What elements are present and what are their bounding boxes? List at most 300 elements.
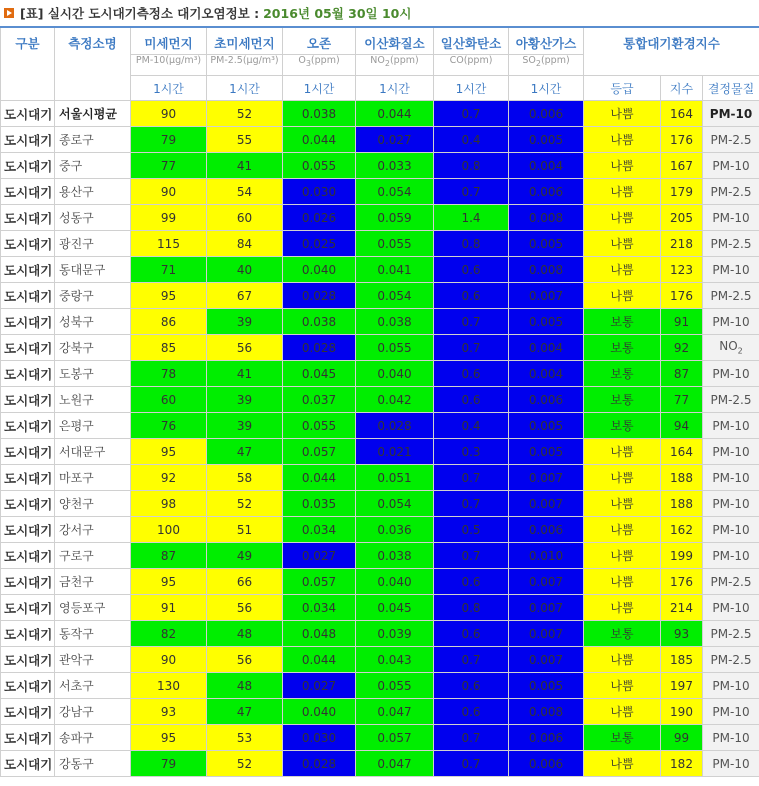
cell-no2: 0.038 — [356, 309, 434, 335]
cell-station: 강동구 — [55, 751, 131, 777]
cell-gubun: 도시대기 — [1, 231, 55, 257]
cell-pollutant: PM-10 — [703, 751, 759, 777]
cell-gubun: 도시대기 — [1, 335, 55, 361]
cell-no2: 0.039 — [356, 621, 434, 647]
cell-o3: 0.034 — [283, 517, 356, 543]
cell-pollutant: PM-10 — [703, 673, 759, 699]
cell-gubun: 도시대기 — [1, 647, 55, 673]
cell-pm25: 60 — [207, 205, 283, 231]
bullet-arrow-icon — [4, 8, 14, 18]
cell-index: 179 — [661, 179, 703, 205]
cell-pm10: 95 — [131, 569, 207, 595]
cell-co: 0.7 — [434, 543, 509, 569]
cell-o3: 0.055 — [283, 413, 356, 439]
cell-pm10: 87 — [131, 543, 207, 569]
header-station: 측정소명 — [55, 27, 131, 101]
cell-pm25: 84 — [207, 231, 283, 257]
cell-grade: 나쁨 — [584, 569, 661, 595]
header-pollutant: 결정물질 — [703, 76, 759, 101]
cell-pm25: 47 — [207, 439, 283, 465]
cell-pollutant: PM-10 — [703, 725, 759, 751]
cell-station: 강북구 — [55, 335, 131, 361]
cell-no2: 0.045 — [356, 595, 434, 621]
cell-gubun: 도시대기 — [1, 179, 55, 205]
cell-o3: 0.048 — [283, 621, 356, 647]
cell-pm10: 95 — [131, 725, 207, 751]
cell-index: 123 — [661, 257, 703, 283]
cell-index: 199 — [661, 543, 703, 569]
cell-so2: 0.006 — [509, 725, 584, 751]
cell-pm10: 98 — [131, 491, 207, 517]
cell-no2: 0.021 — [356, 439, 434, 465]
cell-so2: 0.007 — [509, 465, 584, 491]
cell-station: 영등포구 — [55, 595, 131, 621]
cell-so2: 0.006 — [509, 387, 584, 413]
header-co: 일산화탄소 — [434, 27, 509, 55]
cell-grade: 나쁨 — [584, 647, 661, 673]
cell-station: 중구 — [55, 153, 131, 179]
header-index: 지수 — [661, 76, 703, 101]
cell-pm10: 82 — [131, 621, 207, 647]
cell-index: 214 — [661, 595, 703, 621]
header-no2-unit: $NO_2(ppm)$ — [356, 55, 434, 76]
table-row — [1, 465, 759, 491]
table-row — [1, 127, 759, 153]
cell-gubun: 도시대기 — [1, 595, 55, 621]
cell-so2: 0.006 — [509, 751, 584, 777]
cell-index: 176 — [661, 569, 703, 595]
header-pm10: 미세먼지 — [131, 27, 207, 55]
cell-gubun: 도시대기 — [1, 439, 55, 465]
cell-pollutant: PM-2.5 — [703, 569, 759, 595]
table-row — [1, 699, 759, 725]
cell-pollutant: PM-10 — [703, 361, 759, 387]
cell-station: 은평구 — [55, 413, 131, 439]
cell-co: 0.8 — [434, 153, 509, 179]
cell-pollutant: PM-2.5 — [703, 387, 759, 413]
cell-co: 0.3 — [434, 439, 509, 465]
cell-co: 0.6 — [434, 283, 509, 309]
cell-o3: 0.026 — [283, 205, 356, 231]
cell-station: 양천구 — [55, 491, 131, 517]
cell-o3: 0.027 — [283, 673, 356, 699]
cell-gubun: 도시대기 — [1, 101, 55, 127]
cell-pm25: 48 — [207, 673, 283, 699]
cell-no2: 0.047 — [356, 751, 434, 777]
page-title: [표] 실시간 도시대기측정소 대기오염정보 : — [20, 6, 260, 21]
cell-grade: 나쁨 — [584, 231, 661, 257]
table-row — [1, 283, 759, 309]
cell-index: 164 — [661, 101, 703, 127]
cell-gubun: 도시대기 — [1, 413, 55, 439]
cell-pm25: 56 — [207, 647, 283, 673]
cell-pm10: 90 — [131, 101, 207, 127]
cell-index: 93 — [661, 621, 703, 647]
cell-so2: 0.007 — [509, 491, 584, 517]
cell-no2: 0.057 — [356, 725, 434, 751]
cell-pm25: 41 — [207, 361, 283, 387]
cell-no2: 0.043 — [356, 647, 434, 673]
table-row — [1, 231, 759, 257]
cell-index: 182 — [661, 751, 703, 777]
cell-station: 광진구 — [55, 231, 131, 257]
cell-pm10: 90 — [131, 647, 207, 673]
table-row — [1, 751, 759, 777]
cell-no2: 0.054 — [356, 179, 434, 205]
cell-pm10: 93 — [131, 699, 207, 725]
cell-grade: 나쁨 — [584, 595, 661, 621]
cell-no2: 0.055 — [356, 231, 434, 257]
table-row — [1, 439, 759, 465]
cell-grade: 보통 — [584, 621, 661, 647]
table-row — [1, 309, 759, 335]
cell-co: 0.7 — [434, 101, 509, 127]
cell-so2: 0.004 — [509, 153, 584, 179]
cell-pm10: 130 — [131, 673, 207, 699]
header-no2-hour: 1시간 — [356, 76, 434, 101]
table-row — [1, 387, 759, 413]
cell-gubun: 도시대기 — [1, 153, 55, 179]
cell-no2: 0.047 — [356, 699, 434, 725]
header-pm25-unit: PM-2.5(μg/m³) — [207, 55, 283, 76]
header-co-unit: CO(ppm) — [434, 55, 509, 76]
cell-so2: 0.007 — [509, 569, 584, 595]
cell-o3: 0.028 — [283, 335, 356, 361]
table-row — [1, 517, 759, 543]
cell-o3: 0.044 — [283, 647, 356, 673]
cell-grade: 나쁨 — [584, 205, 661, 231]
cell-pm10: 92 — [131, 465, 207, 491]
cell-index: 176 — [661, 283, 703, 309]
cell-grade: 보통 — [584, 335, 661, 361]
cell-pm10: 100 — [131, 517, 207, 543]
cell-o3: 0.030 — [283, 179, 356, 205]
cell-co: 0.5 — [434, 517, 509, 543]
cell-pm10: 90 — [131, 179, 207, 205]
cell-so2: 0.007 — [509, 647, 584, 673]
cell-grade: 보통 — [584, 387, 661, 413]
table-row — [1, 101, 759, 127]
cell-so2: 0.006 — [509, 101, 584, 127]
cell-station: 용산구 — [55, 179, 131, 205]
table-row — [1, 595, 759, 621]
cell-no2: 0.028 — [356, 413, 434, 439]
cell-grade: 나쁨 — [584, 465, 661, 491]
cell-index: 91 — [661, 309, 703, 335]
cell-grade: 나쁨 — [584, 153, 661, 179]
cell-pm10: 115 — [131, 231, 207, 257]
cell-gubun: 도시대기 — [1, 283, 55, 309]
table-row — [1, 673, 759, 699]
cell-pm25: 39 — [207, 387, 283, 413]
cell-o3: 0.044 — [283, 127, 356, 153]
cell-pm25: 53 — [207, 725, 283, 751]
cell-co: 0.6 — [434, 621, 509, 647]
cell-no2: 0.033 — [356, 153, 434, 179]
cell-so2: 0.005 — [509, 413, 584, 439]
cell-gubun: 도시대기 — [1, 309, 55, 335]
header-pm25-hour: 1시간 — [207, 76, 283, 101]
cell-grade: 나쁨 — [584, 257, 661, 283]
cell-o3: 0.038 — [283, 101, 356, 127]
cell-so2: 0.006 — [509, 179, 584, 205]
cell-pm10: 79 — [131, 751, 207, 777]
header-o3-hour: 1시간 — [283, 76, 356, 101]
cell-pollutant: PM-10 — [703, 699, 759, 725]
table-row — [1, 153, 759, 179]
cell-so2: 0.007 — [509, 621, 584, 647]
cell-index: 87 — [661, 361, 703, 387]
cell-o3: 0.040 — [283, 257, 356, 283]
cell-pollutant: PM-10 — [703, 257, 759, 283]
cell-index: 218 — [661, 231, 703, 257]
cell-gubun: 도시대기 — [1, 257, 55, 283]
cell-pollutant: PM-10 — [703, 101, 759, 127]
cell-station: 관악구 — [55, 647, 131, 673]
cell-station: 동대문구 — [55, 257, 131, 283]
cell-gubun: 도시대기 — [1, 361, 55, 387]
cell-pm25: 41 — [207, 153, 283, 179]
cell-gubun: 도시대기 — [1, 543, 55, 569]
cell-so2: 0.008 — [509, 257, 584, 283]
cell-so2: 0.005 — [509, 309, 584, 335]
cell-station: 강남구 — [55, 699, 131, 725]
table-row — [1, 569, 759, 595]
cell-gubun: 도시대기 — [1, 699, 55, 725]
cell-no2: 0.040 — [356, 569, 434, 595]
cell-o3: 0.057 — [283, 569, 356, 595]
cell-pm25: 55 — [207, 127, 283, 153]
header-pm10-unit: PM-10(μg/m³) — [131, 55, 207, 76]
header-o3-unit: $O_3(ppm)$ — [283, 55, 356, 76]
cell-grade: 보통 — [584, 361, 661, 387]
cell-index: 205 — [661, 205, 703, 231]
header-so2-unit: $SO_2(ppm)$ — [509, 55, 584, 76]
header-grade: 등급 — [584, 76, 661, 101]
cell-pollutant: PM-10 — [703, 517, 759, 543]
header-o3: 오존 — [283, 27, 356, 55]
cell-no2: 0.036 — [356, 517, 434, 543]
cell-pollutant: PM-10 — [703, 439, 759, 465]
cell-co: 0.7 — [434, 309, 509, 335]
cell-so2: 0.008 — [509, 205, 584, 231]
cell-no2: 0.042 — [356, 387, 434, 413]
cell-so2: 0.004 — [509, 335, 584, 361]
cell-pm25: 40 — [207, 257, 283, 283]
cell-station: 송파구 — [55, 725, 131, 751]
header-no2: 이산화질소 — [356, 27, 434, 55]
cell-pm10: 71 — [131, 257, 207, 283]
cell-pm25: 52 — [207, 491, 283, 517]
cell-index: 99 — [661, 725, 703, 751]
cell-station: 서울시평균 — [55, 101, 131, 127]
cell-no2: 0.027 — [356, 127, 434, 153]
cell-pm10: 86 — [131, 309, 207, 335]
cell-index: 190 — [661, 699, 703, 725]
table-row — [1, 621, 759, 647]
table-row — [1, 543, 759, 569]
cell-index: 185 — [661, 647, 703, 673]
cell-co: 0.8 — [434, 595, 509, 621]
cell-so2: 0.005 — [509, 231, 584, 257]
table-row — [1, 413, 759, 439]
cell-co: 0.7 — [434, 725, 509, 751]
cell-station: 구로구 — [55, 543, 131, 569]
cell-co: 0.8 — [434, 231, 509, 257]
cell-index: 188 — [661, 491, 703, 517]
cell-no2: 0.054 — [356, 283, 434, 309]
cell-pm10: 76 — [131, 413, 207, 439]
cell-co: 0.6 — [434, 257, 509, 283]
cell-station: 노원구 — [55, 387, 131, 413]
cell-station: 금천구 — [55, 569, 131, 595]
cell-pollutant: PM-2.5 — [703, 647, 759, 673]
cell-grade: 나쁨 — [584, 491, 661, 517]
cell-grade: 나쁨 — [584, 517, 661, 543]
cell-co: 0.6 — [434, 569, 509, 595]
header-so2: 아황산가스 — [509, 27, 584, 55]
page-title-bar — [0, 0, 759, 26]
cell-o3: 0.057 — [283, 439, 356, 465]
cell-co: 0.4 — [434, 413, 509, 439]
cell-index: 197 — [661, 673, 703, 699]
cell-pm25: 39 — [207, 309, 283, 335]
cell-o3: 0.035 — [283, 491, 356, 517]
cell-pm25: 52 — [207, 101, 283, 127]
cell-pollutant: PM-10 — [703, 153, 759, 179]
cell-station: 중랑구 — [55, 283, 131, 309]
cell-pollutant: PM-10 — [703, 413, 759, 439]
cell-no2: 0.040 — [356, 361, 434, 387]
cell-pollutant: PM-2.5 — [703, 127, 759, 153]
cell-index: 92 — [661, 335, 703, 361]
cell-pm25: 56 — [207, 595, 283, 621]
cell-index: 164 — [661, 439, 703, 465]
cell-co: 1.4 — [434, 205, 509, 231]
cell-gubun: 도시대기 — [1, 725, 55, 751]
cell-o3: 0.044 — [283, 465, 356, 491]
cell-grade: 나쁨 — [584, 673, 661, 699]
cell-pm25: 58 — [207, 465, 283, 491]
cell-pm10: 77 — [131, 153, 207, 179]
cell-station: 서초구 — [55, 673, 131, 699]
cell-pm10: 95 — [131, 283, 207, 309]
cell-pm10: 85 — [131, 335, 207, 361]
air-quality-table — [0, 26, 759, 777]
cell-pm25: 52 — [207, 751, 283, 777]
cell-index: 167 — [661, 153, 703, 179]
cell-o3: 0.034 — [283, 595, 356, 621]
cell-grade: 나쁨 — [584, 127, 661, 153]
header-so2-hour: 1시간 — [509, 76, 584, 101]
cell-pm25: 39 — [207, 413, 283, 439]
cell-no2: 0.044 — [356, 101, 434, 127]
cell-pm10: 99 — [131, 205, 207, 231]
cell-pm25: 66 — [207, 569, 283, 595]
cell-pollutant: $NO_2$ — [703, 335, 759, 361]
cell-index: 162 — [661, 517, 703, 543]
cell-gubun: 도시대기 — [1, 205, 55, 231]
cell-o3: 0.038 — [283, 309, 356, 335]
table-row — [1, 205, 759, 231]
table-row — [1, 491, 759, 517]
cell-so2: 0.005 — [509, 127, 584, 153]
cell-so2: 0.005 — [509, 673, 584, 699]
cell-no2: 0.055 — [356, 673, 434, 699]
cell-pm25: 47 — [207, 699, 283, 725]
cell-pollutant: PM-2.5 — [703, 179, 759, 205]
cell-pollutant: PM-2.5 — [703, 231, 759, 257]
cell-pollutant: PM-10 — [703, 595, 759, 621]
cell-station: 마포구 — [55, 465, 131, 491]
table-row — [1, 361, 759, 387]
table-row — [1, 725, 759, 751]
cell-pm25: 67 — [207, 283, 283, 309]
cell-station: 도봉구 — [55, 361, 131, 387]
cell-co: 0.6 — [434, 699, 509, 725]
cell-no2: 0.051 — [356, 465, 434, 491]
cell-grade: 나쁨 — [584, 751, 661, 777]
cell-index: 188 — [661, 465, 703, 491]
header-co-hour: 1시간 — [434, 76, 509, 101]
cell-o3: 0.030 — [283, 725, 356, 751]
cell-co: 0.7 — [434, 335, 509, 361]
cell-so2: 0.005 — [509, 439, 584, 465]
cell-so2: 0.007 — [509, 595, 584, 621]
cell-o3: 0.028 — [283, 751, 356, 777]
cell-gubun: 도시대기 — [1, 491, 55, 517]
cell-pollutant: PM-10 — [703, 543, 759, 569]
cell-no2: 0.055 — [356, 335, 434, 361]
cell-o3: 0.045 — [283, 361, 356, 387]
cell-so2: 0.006 — [509, 517, 584, 543]
cell-gubun: 도시대기 — [1, 517, 55, 543]
cell-co: 0.6 — [434, 387, 509, 413]
cell-co: 0.7 — [434, 491, 509, 517]
cell-so2: 0.004 — [509, 361, 584, 387]
cell-grade: 나쁨 — [584, 699, 661, 725]
cell-no2: 0.041 — [356, 257, 434, 283]
cell-o3: 0.027 — [283, 543, 356, 569]
table-row — [1, 335, 759, 361]
cell-station: 성동구 — [55, 205, 131, 231]
cell-station: 동작구 — [55, 621, 131, 647]
cell-no2: 0.038 — [356, 543, 434, 569]
header-pm25: 초미세먼지 — [207, 27, 283, 55]
cell-no2: 0.059 — [356, 205, 434, 231]
cell-co: 0.7 — [434, 465, 509, 491]
cell-pollutant: PM-10 — [703, 491, 759, 517]
cell-gubun: 도시대기 — [1, 387, 55, 413]
cell-grade: 나쁨 — [584, 101, 661, 127]
cell-gubun: 도시대기 — [1, 673, 55, 699]
cell-co: 0.7 — [434, 647, 509, 673]
cell-pm25: 56 — [207, 335, 283, 361]
cell-pm25: 49 — [207, 543, 283, 569]
cell-co: 0.6 — [434, 673, 509, 699]
cell-gubun: 도시대기 — [1, 751, 55, 777]
cell-grade: 나쁨 — [584, 179, 661, 205]
cell-pm10: 91 — [131, 595, 207, 621]
page-title-datetime: 2016년 05월 30일 10시 — [263, 6, 412, 21]
header-gubun: 구분 — [1, 27, 55, 101]
header-pm10-hour: 1시간 — [131, 76, 207, 101]
header-cai: 통합대기환경지수 — [584, 27, 759, 76]
cell-pm10: 79 — [131, 127, 207, 153]
cell-o3: 0.040 — [283, 699, 356, 725]
cell-index: 176 — [661, 127, 703, 153]
cell-station: 종로구 — [55, 127, 131, 153]
